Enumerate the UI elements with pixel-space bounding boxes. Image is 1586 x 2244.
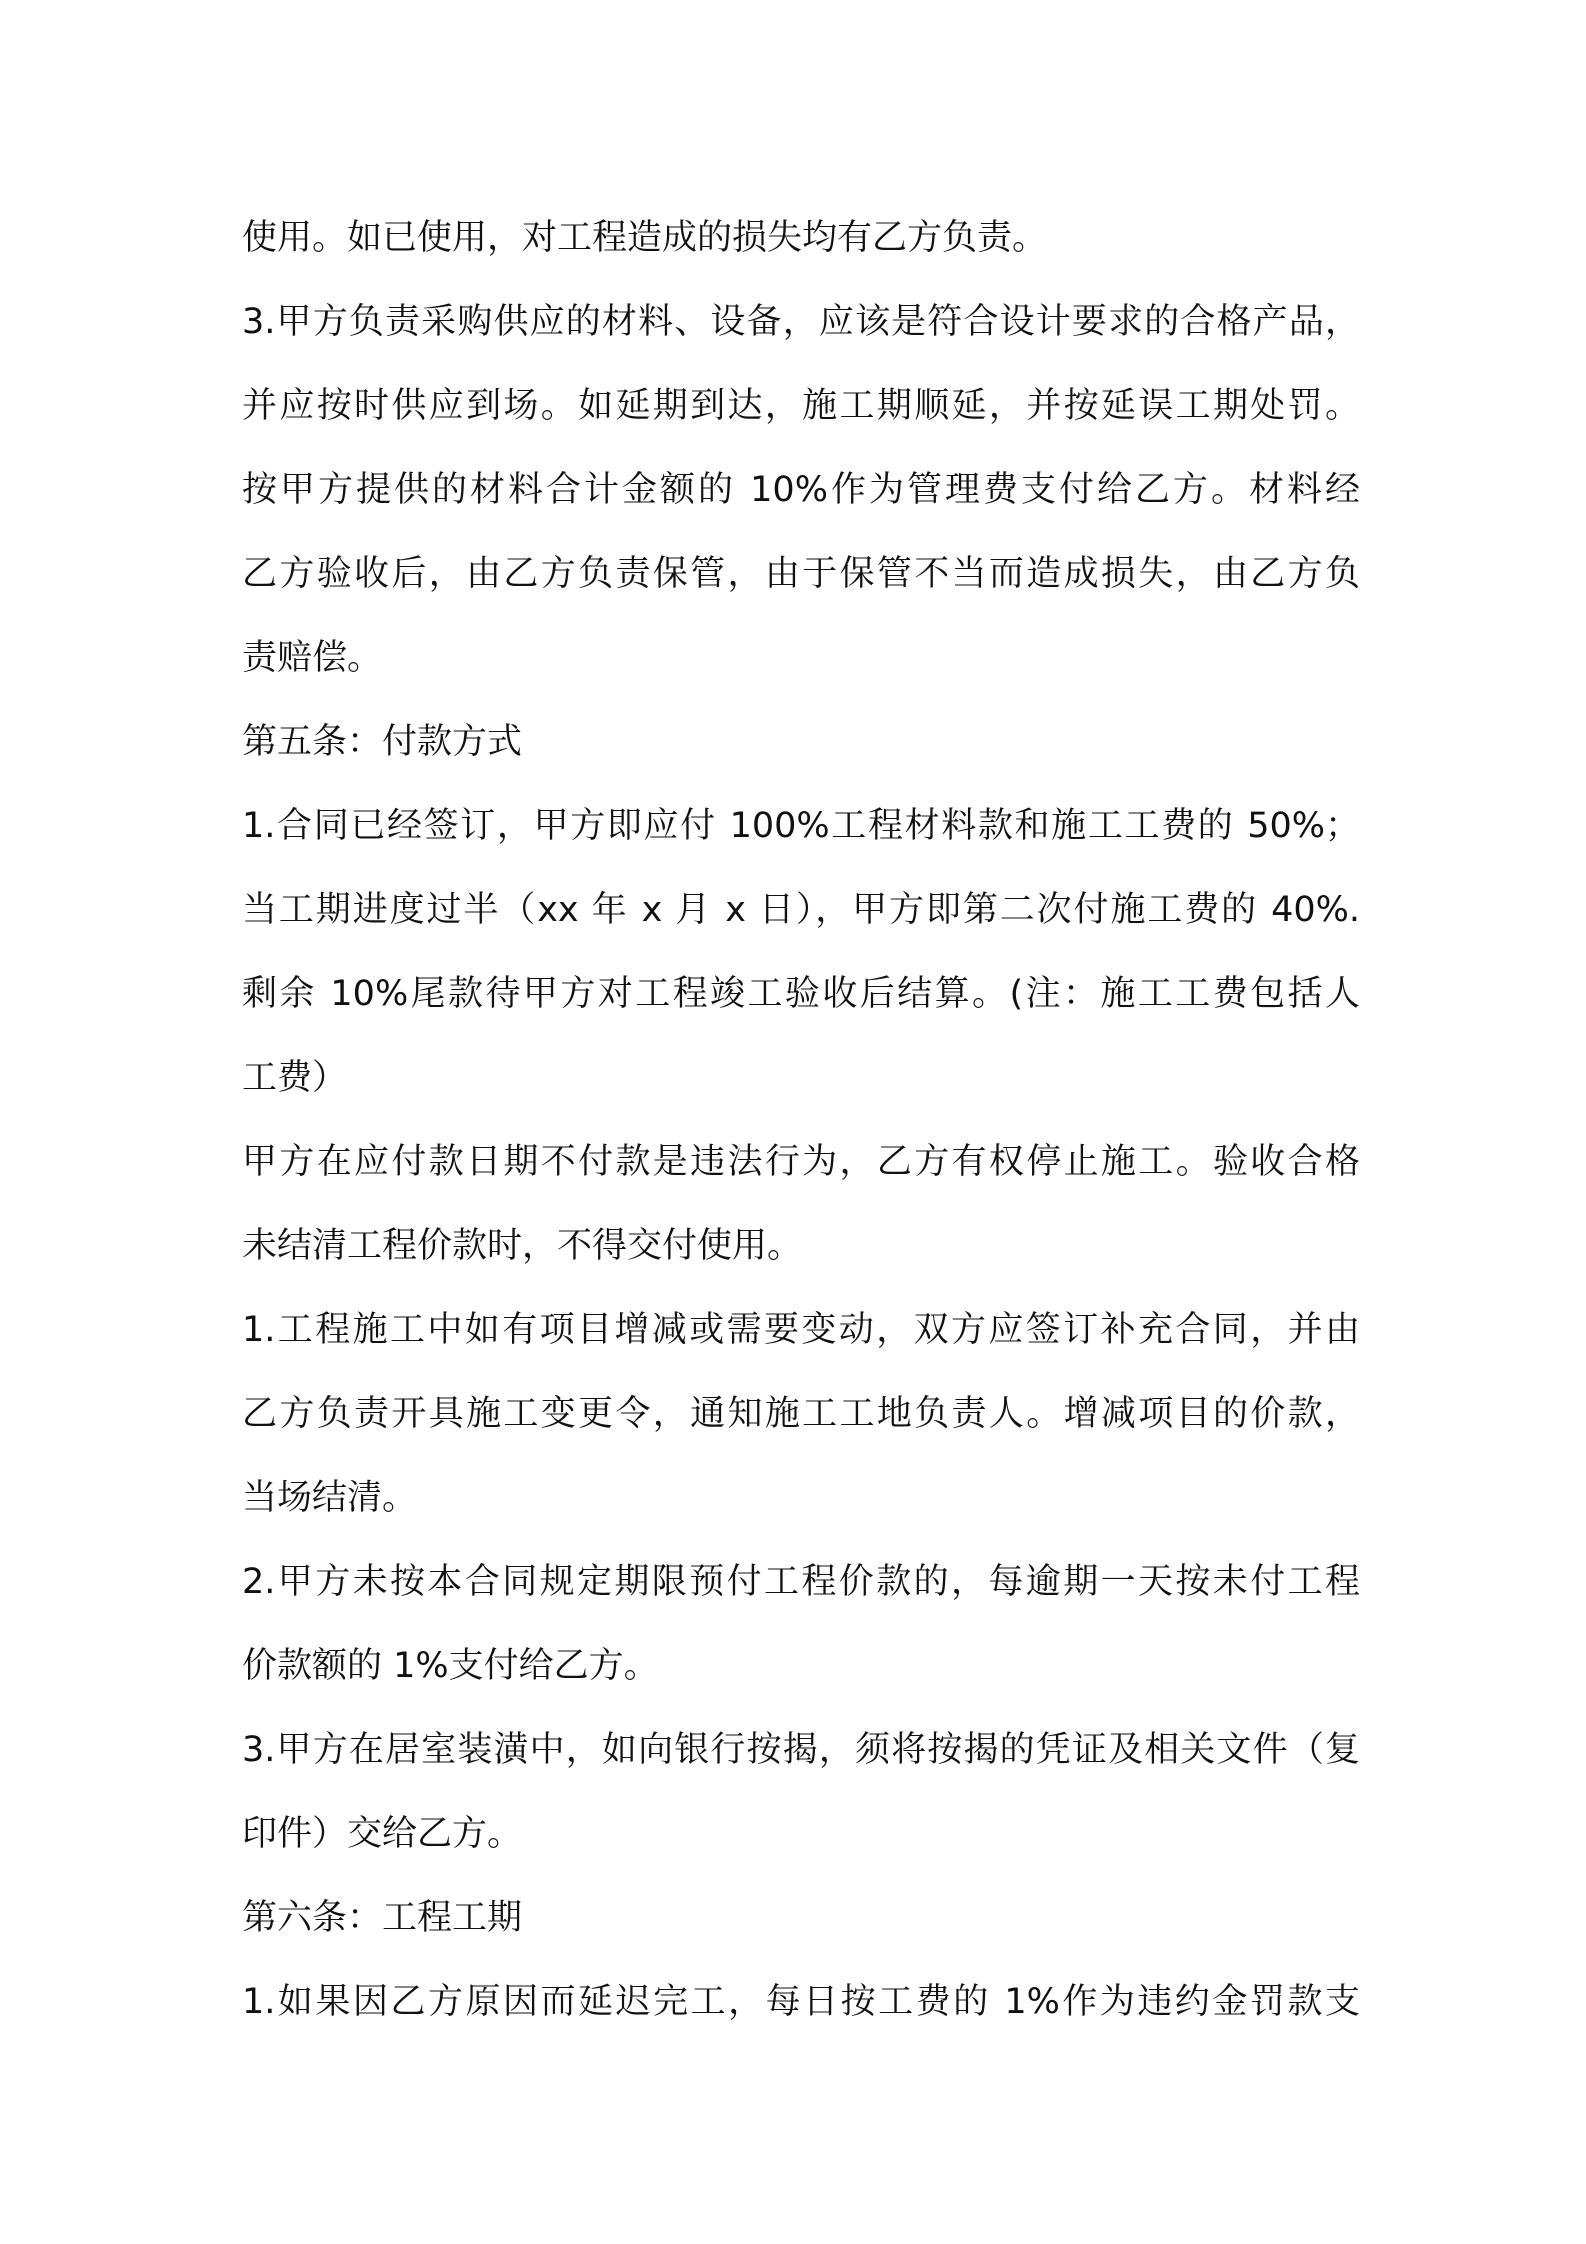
text-line: 甲方在应付款日期不付款是违法行为，乙方有权停止施工。验收合格	[242, 1142, 1360, 1182]
text-line: 工费）	[242, 1058, 348, 1098]
text-line: 乙方负责开具施工变更令，通知施工工地负责人。增减项目的价款，	[242, 1394, 1360, 1434]
text-line: 使用。如已使用，对工程造成的损失均有乙方负责。	[242, 218, 1048, 258]
text-line: 价款额的 1%支付给乙方。	[242, 1646, 659, 1686]
text-line: 3.甲方在居室装潢中，如向银行按揭，须将按揭的凭证及相关文件（复	[242, 1730, 1360, 1770]
text-line: 剩余 10%尾款待甲方对工程竣工验收后结算。(注：施工工费包括人	[242, 974, 1360, 1014]
text-line: 2.甲方未按本合同规定期限预付工程价款的，每逾期一天按未付工程	[242, 1562, 1360, 1602]
text-line: 当工期进度过半（xx 年 x 月 x 日），甲方即第二次付施工费的 40%.	[242, 890, 1360, 930]
text-line: 1.合同已经签订，甲方即应付 100%工程材料款和施工工费的 50%；	[242, 806, 1360, 846]
text-line: 印件）交给乙方。	[242, 1814, 523, 1854]
text-line: 并应按时供应到场。如延期到达，施工期顺延，并按延误工期处罚。	[242, 386, 1360, 426]
text-line: 乙方验收后，由乙方负责保管，由于保管不当而造成损失，由乙方负	[242, 554, 1360, 594]
text-line: 未结清工程价款时，不得交付使用。	[242, 1226, 803, 1266]
text-line: 按甲方提供的材料合计金额的 10%作为管理费支付给乙方。材料经	[242, 470, 1360, 510]
text-line: 责赔偿。	[242, 638, 383, 678]
text-line: 1.如果因乙方原因而延迟完工，每日按工费的 1%作为违约金罚款支	[242, 1982, 1360, 2022]
section-heading: 第六条：工程工期	[242, 1898, 523, 1938]
section-heading: 第五条：付款方式	[242, 722, 523, 762]
document-body	[242, 196, 1360, 2044]
text-line: 1.工程施工中如有项目增减或需要变动，双方应签订补充合同，并由	[242, 1310, 1360, 1350]
text-line: 当场结清。	[242, 1478, 418, 1518]
text-line: 3.甲方负责采购供应的材料、设备，应该是符合设计要求的合格产品，	[242, 302, 1360, 342]
